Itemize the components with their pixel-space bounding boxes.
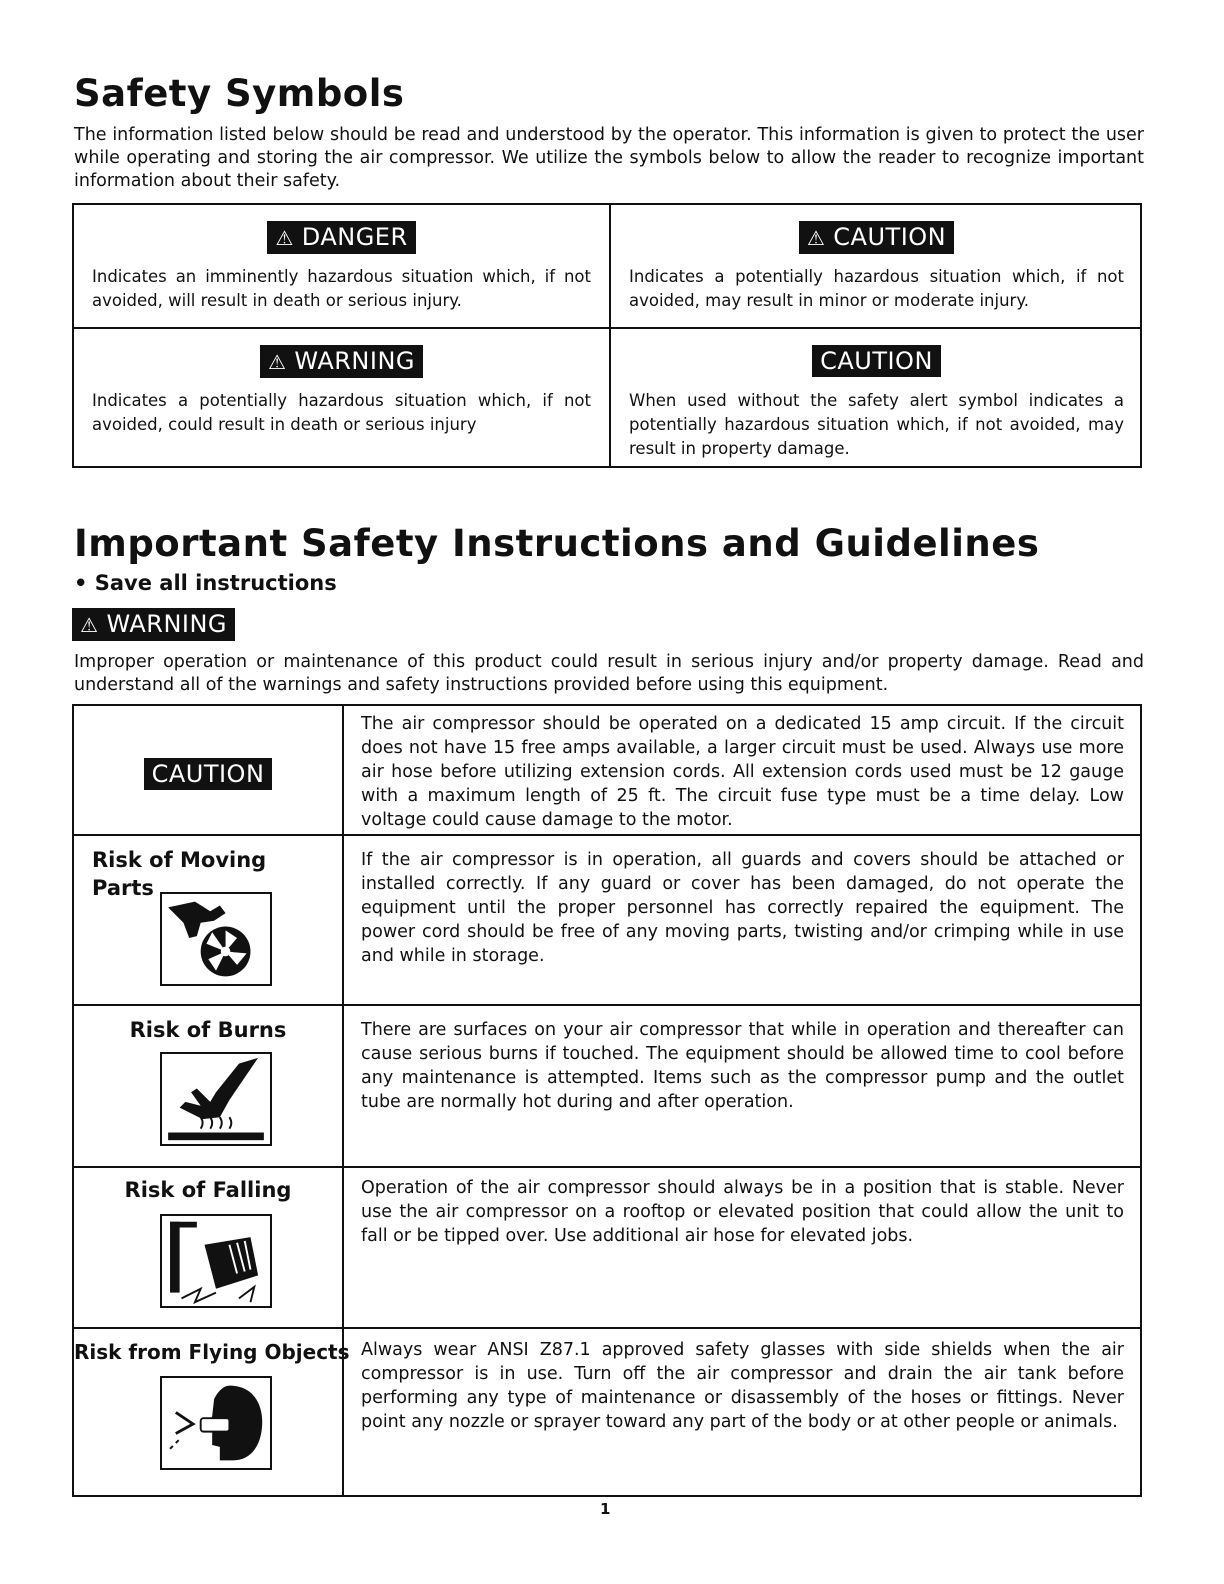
warning-badge: ⚠ WARNING	[72, 608, 235, 641]
table-divider	[74, 1004, 1140, 1006]
notice-caution-cell	[611, 329, 1142, 461]
notice-caution-description: When used without the safety alert symbol indicates a potentially hazardous situation which, if not avoided, may result in property damage.	[629, 391, 1124, 458]
row-title: Risk from Flying Objects	[74, 1340, 350, 1364]
page-title: Safety Symbols	[74, 72, 405, 115]
danger-badge: ⚠ DANGER	[267, 221, 415, 254]
moving-parts-icon	[160, 892, 272, 986]
caution-badge-plain: CAUTION	[812, 345, 941, 377]
page-number: 1	[600, 1500, 611, 1518]
row-title: Parts	[92, 876, 154, 900]
instructions-table	[72, 704, 1142, 1497]
intro-paragraph: The information listed below should be read and understood by the operator. This information is given to protect the user while operating and storing the air compressor. We utilize the symbols below to allow the reader to recognize important information about their safety.	[74, 125, 1144, 191]
danger-cell	[74, 205, 609, 313]
caution-description: Indicates a potentially hazardous situation which, if not avoided, may result in minor or moderate injury.	[629, 267, 1124, 310]
row-title: Risk of Falling	[124, 1178, 292, 1202]
caution-badge: ⚠ CAUTION	[799, 221, 954, 254]
falling-text: Operation of the air compressor should always be in a position that is stable. Never use the air compressor on a rooftop or elevated position that could allow the unit to fall or be tipped over. Use additional air hose for elevated jobs.	[361, 1178, 1124, 1246]
danger-description: Indicates an imminently hazardous situation which, if not avoided, will result in death or serious injury.	[92, 267, 591, 310]
alert-triangle-icon: ⚠	[80, 613, 99, 637]
table-divider	[342, 706, 344, 1495]
warning-cell	[74, 329, 609, 437]
table-divider	[74, 834, 1140, 836]
section-title: Important Safety Instructions and Guidelines	[74, 522, 1040, 565]
table-row	[74, 1176, 342, 1204]
alert-triangle-icon: ⚠	[275, 226, 294, 250]
safety-symbols-table	[72, 203, 1142, 468]
table-row	[74, 758, 342, 790]
flying-objects-text: Always wear ANSI Z87.1 approved safety glasses with side shields when the air compressor is in use. Turn off the air compressor and drain the air tank before performing any type of maintenance or disassembly of the hoses or fittings. Never point any nozzle or sprayer toward any part of the body or at other people or animals.	[361, 1340, 1124, 1432]
table-row	[74, 1016, 342, 1044]
alert-triangle-icon: ⚠	[267, 350, 287, 374]
hot-surface-icon	[160, 1052, 272, 1146]
caution-badge-plain: CAUTION	[144, 758, 273, 790]
eye-protection-icon	[160, 1376, 272, 1470]
alert-triangle-icon: ⚠	[806, 226, 826, 250]
table-row	[74, 1338, 350, 1366]
burns-text: There are surfaces on your air compressor that while in operation and thereafter can cause serious burns if touched. The equipment should be allowed time to cool before any maintenance is attempted. Items such as the compressor pump and the outlet tube are normally hot during and after operation.	[361, 1020, 1124, 1112]
circuit-text: The air compressor should be operated on a dedicated 15 amp circuit. If the circuit does not have 15 free amps available, a larger circuit must be used. Always use more air hose before utilizing extension cords. All extension cords used must be 12 gauge with a maximum length of 25 ft. The circuit fuse type must be a time delay. Low voltage could cause damage to the motor.	[361, 714, 1124, 830]
warning-badge: ⚠ WARNING	[260, 345, 423, 378]
table-divider	[74, 1166, 1140, 1168]
save-instructions-bullet: • Save all instructions	[74, 571, 337, 595]
row-title: Risk of Moving	[92, 848, 267, 872]
warning-description: Indicates a potentially hazardous situation which, if not avoided, could result in death or serious injury	[92, 391, 591, 434]
row-title: Risk of Burns	[129, 1018, 287, 1042]
caution-cell	[611, 205, 1142, 313]
moving-parts-text: If the air compressor is in operation, all guards and covers should be attached or installed correctly. If any guard or cover has been damaged, do not operate the equipment until the proper personnel has correctly repaired the equipment. The power cord should be free of any moving parts, twisting and/or crimping while in use and while in storage.	[361, 850, 1124, 966]
table-divider	[74, 1327, 1140, 1329]
warning-paragraph: Improper operation or maintenance of this product could result in serious injury and/or property damage. Read and understand all of the warnings and safety instructions provided before using this equipment.	[74, 652, 1144, 695]
falling-icon	[160, 1214, 272, 1308]
